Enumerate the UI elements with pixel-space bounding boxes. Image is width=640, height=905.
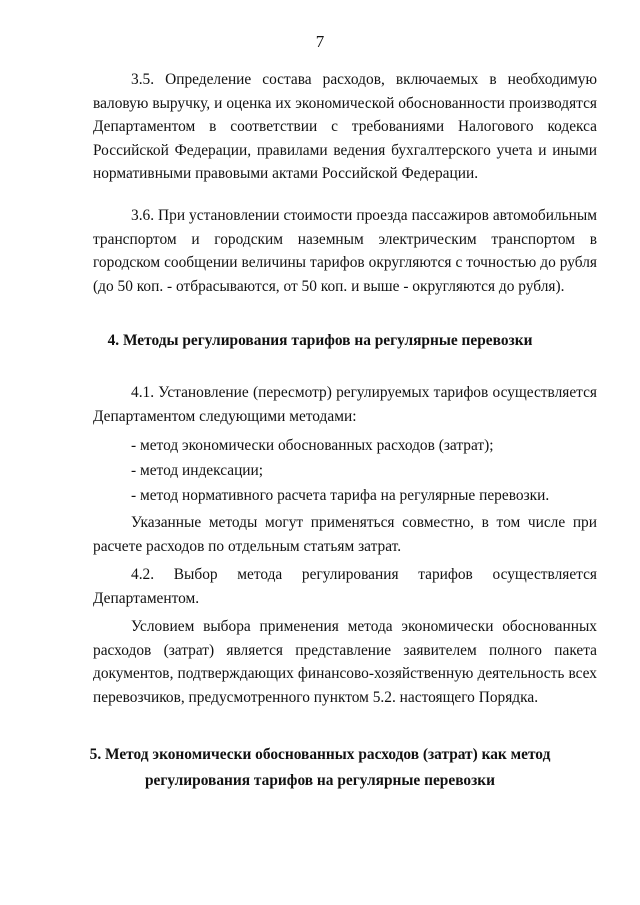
method-list-item: - метод индексации; (131, 462, 264, 479)
method-list-item: - метод нормативного расчета тарифа на регулярные перевозки. (131, 487, 550, 504)
paragraph-methods-combined: Указанные методы могут применяться совместно, в том числе при расчете расходов по отдельным статьям затрат. (93, 514, 597, 555)
paragraph-4-2: 4.2. Выбор метода регулирования тарифов осуществляется Департаментом. (93, 566, 597, 607)
paragraph-3-6: 3.6. При установлении стоимости проезда пассажиров автомобильным транспортом и городским наземным электрическим транспортом в городском сообщении величины тарифов округляются с точностью до рубля (до 50 коп. - отбрасываются, от 50 коп. и выше - округляются до рубля). (93, 207, 597, 295)
page-number: 7 (315, 32, 325, 51)
paragraph-3-5: 3.5. Определение состава расходов, включаемых в необходимую валовую выручку, и оценка их экономической обоснованности производятся Департаментом в соответствии с требованиями Налогового кодекса Российской Федерации, правилами ведения бухгалтерского учета и иными нормативными правовыми актами Российской Федерации. (93, 71, 597, 183)
section-5-heading-line2: регулирования тарифов на регулярные перевозки (144, 772, 496, 789)
paragraph-condition: Условием выбора применения метода экономически обоснованных расходов (затрат) является представление заявителем полного пакета документов, подтверждающих финансово-хозяйственную деятельность всех перевозчиков, предусмотренного пунктом 5.2. настоящего Порядка. (93, 618, 597, 706)
section-5-heading-line1: 5. Метод экономически обоснованных расходов (затрат) как метод (89, 746, 551, 763)
paragraph-4-1: 4.1. Установление (пересмотр) регулируемых тарифов осуществляется Департаментом следующими методами: (93, 384, 597, 425)
section-4-heading: 4. Методы регулирования тарифов на регулярные перевозки (107, 332, 533, 349)
method-list-item: - метод экономически обоснованных расходов (затрат); (131, 437, 494, 454)
